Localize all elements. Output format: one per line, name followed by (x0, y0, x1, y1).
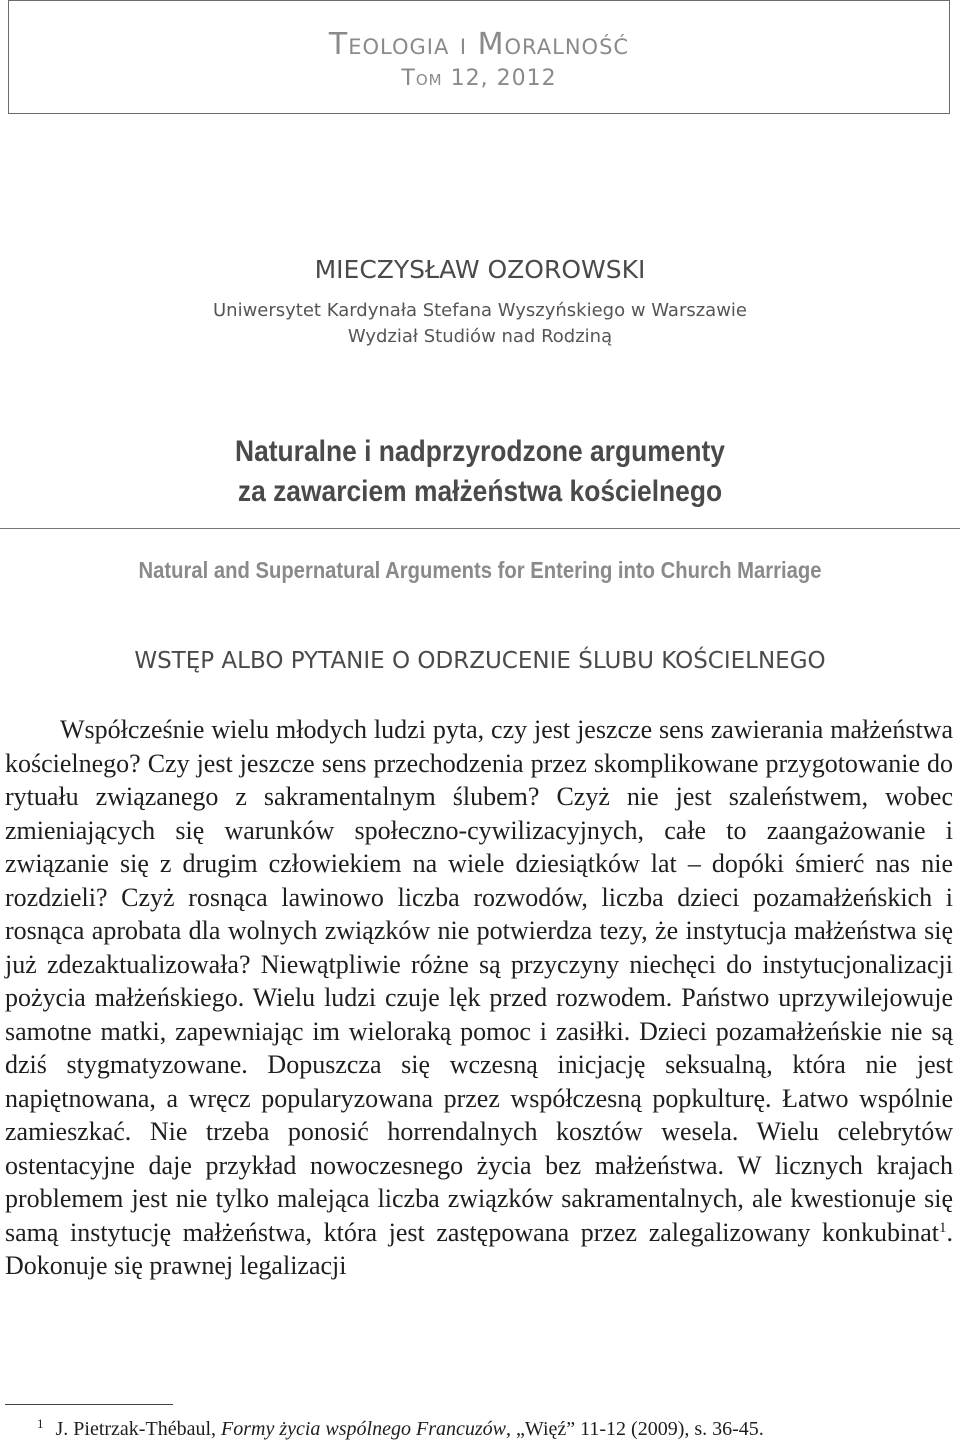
footnote-source: , „Więź” 11-12 (2009), s. 36-45. (505, 1418, 764, 1440)
footnote (5, 1418, 953, 1441)
article-title-line-1: Naturalne i nadprzyrodzone argumenty (235, 435, 725, 468)
article-title-english: Natural and Supernatural Arguments for Entering into Church Marriage (138, 557, 822, 583)
journal-volume: Tom 12, 2012 (401, 66, 557, 91)
article-title-line-2: za zawarciem małżeństwa kościelnego (237, 475, 723, 508)
author-name: MIECZYSŁAW OZOROWSKI (314, 255, 646, 284)
author-affiliation-university: Uniwersytet Kardynała Stefana Wyszyńskiego w Warszawie (212, 300, 748, 321)
paragraph-text-continued: . Dokonuje się prawnej legalizacji (5, 1217, 953, 1280)
section-heading: WSTĘP ALBO PYTANIE O ODRZUCENIE ŚLUBU KOŚCIELNEGO (134, 648, 826, 674)
footnote-reference[interactable]: 1 (939, 1219, 947, 1236)
paragraph-text: Współcześnie wielu młodych ludzi pyta, czy jest jeszcze sens zawierania małżeństwa kościelnego? Czy jest jeszcze sens przechodzenia przez skomplikowane przygotowanie do rytuału związanego z sakramentalnym ślubem? Czyż nie jest szaleństwem, wobec zmieniających się warunków społeczno-cywilizacyjnych, całe to zaangażowanie i związanie się z drugim człowiekiem na wiele dziesiątków lat – dopóki śmierć nas nie rozdzieli? Czyż rosnąca lawinowo liczba rozwodów, liczba dzieci pozamałżeńskich i rosnąca aprobata dla wolnych związków nie potwierdza tezy, że instytucja małżeństwa się już zdezaktualizowała? Niewątpliwie różne są przyczyny niechęci do instytucjonalizacji pożycia małżeńskiego. Wielu ludzi czuje lęk przed rozwodem. Państwo uprzywilejowuje samotne matki, zapewniając im wieloraką pomoc i zasiłki. Dzieci pozamałżeńskie nie są dziś stygmatyzowane. Dopuszcza się wczesną inicjację seksualną, która nie jest napiętnowana, a wręcz popularyzowana przez współczesną popkulturę. Łatwo wspólnie zamieszkać. Nie trzeba ponosić horrendalnych kosztów wesela. Wielu celebrytów ostentacyjne daje przykład nowoczesnego życia bez małżeństwa. W licznych krajach problemem jest nie tylko malejąca liczba związków sakramentalnych, ale kwestionuje się samą instytucję małżeństwa, która jest zastępowana przez zalegalizowany konkubinat (5, 715, 953, 1247)
journal-header-box (8, 0, 950, 114)
body-paragraph (5, 713, 953, 1283)
title-divider (0, 528, 960, 529)
body-text (5, 713, 953, 1283)
footnote-divider (5, 1404, 173, 1405)
author-affiliation-faculty: Wydział Studiów nad Rodziną (347, 326, 613, 347)
footnote-work-title: Formy życia wspólnego Francuzów (221, 1418, 506, 1440)
footnote-author: J. Pietrzak-Thébaul, (55, 1418, 221, 1440)
footnote-number: 1 (37, 1416, 44, 1431)
journal-title: Teologia i Moralność (328, 27, 630, 62)
article-title-polish (58, 432, 903, 512)
